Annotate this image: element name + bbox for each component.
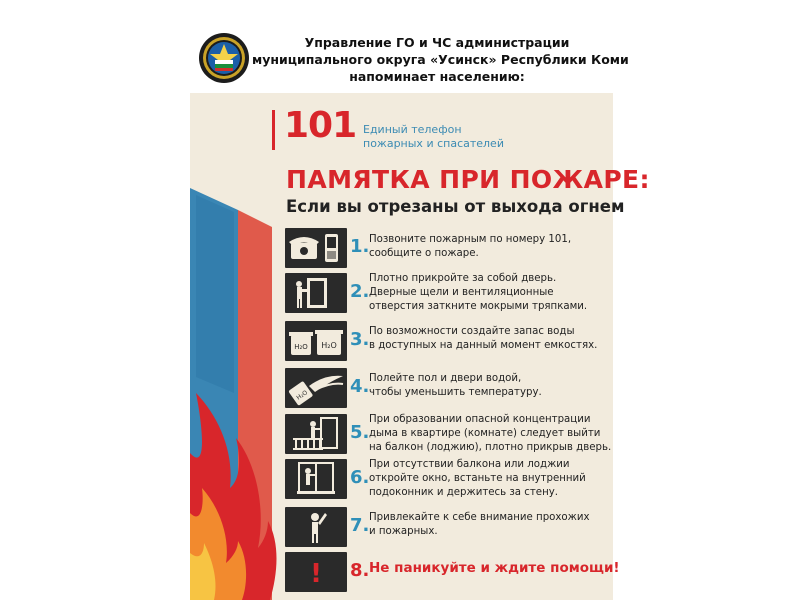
step-3 (190, 319, 613, 363)
header-line-1: Управление ГО и ЧС администрации (304, 35, 570, 50)
door-icon (285, 273, 347, 313)
step-8-text: Не паникуйте и ждите помощи! (369, 560, 620, 576)
svg-text:H₂O: H₂O (295, 389, 309, 402)
step-3-text: По возможности создайте запас воды в доступных на данный момент емкостях. (369, 326, 598, 351)
waving-person-icon (285, 507, 347, 547)
emergency-phone-number: 101 (284, 105, 357, 146)
header-line-3: напоминает населению: (349, 69, 525, 84)
step-4 (190, 366, 613, 410)
header (190, 30, 629, 90)
water-containers-icon (285, 321, 347, 361)
step-1 (190, 226, 613, 270)
fire-safety-poster (190, 93, 650, 600)
pour-water-icon (285, 368, 347, 408)
step-6-text: При отсутствии балкона или лоджии откройте окно, встаньте на внутренний подоконник и держитесь за стену. (369, 459, 586, 498)
step-3-number: 3. (350, 329, 370, 350)
gochs-emblem-icon (198, 30, 250, 86)
phone-description: Единый телефон пожарных и спасателей (363, 123, 504, 150)
step-1-text: Позвоните пожарным по номеру 101, сообщите о пожаре. (369, 234, 572, 259)
step-4-text: Полейте пол и двери водой, чтобы уменьшить температуру. (369, 373, 542, 398)
step-1-number: 1. (350, 236, 370, 257)
step-4-number: 4. (350, 376, 370, 397)
step-2-text: Плотно прикройте за собой дверь. Дверные щели и вентиляционные отверстия заткните мокрыми тряпками. (369, 273, 588, 312)
step-6 (190, 457, 613, 501)
step-6-number: 6. (350, 467, 370, 488)
step-5-text: При образовании опасной концентрации дыма в квартире (комнате) следует выйти на балкон (лоджию), плотно прикрыв дверь. (369, 414, 612, 453)
accent-line (272, 110, 275, 150)
step-8 (190, 550, 620, 594)
step-7 (190, 505, 613, 549)
window-icon (285, 459, 347, 499)
svg-text:H₂O: H₂O (294, 343, 308, 351)
poster-subtitle: Если вы отрезаны от выхода огнем (286, 197, 625, 216)
header-text (252, 34, 629, 85)
svg-text:!: ! (310, 559, 322, 589)
step-5 (190, 412, 613, 456)
svg-text:H₂O: H₂O (321, 341, 337, 350)
poster-title: ПАМЯТКА ПРИ ПОЖАРЕ: (286, 165, 650, 194)
exclamation-icon (285, 552, 347, 592)
step-7-number: 7. (350, 515, 370, 536)
header-line-2: муниципального округа «Усинск» Республики Коми (252, 52, 629, 67)
step-5-number: 5. (350, 422, 370, 443)
step-7-text: Привлекайте к себе внимание прохожих и пожарных. (369, 512, 590, 537)
phone-icon (285, 228, 347, 268)
step-8-number: 8. (350, 560, 370, 581)
balcony-icon (285, 414, 347, 454)
step-2-number: 2. (350, 281, 370, 302)
step-2 (190, 271, 613, 315)
